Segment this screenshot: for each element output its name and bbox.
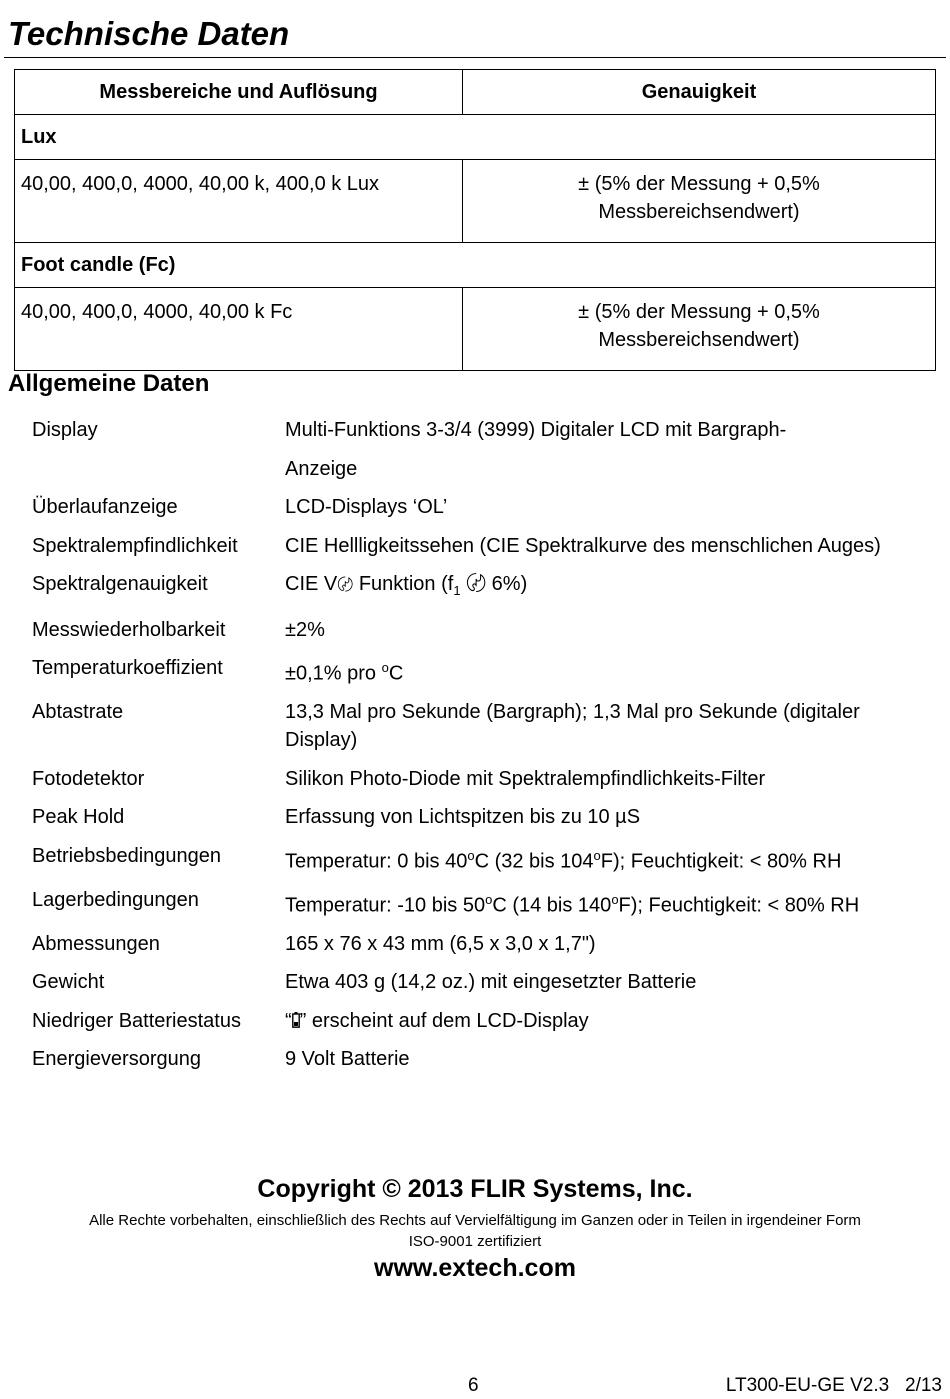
spec-value <box>285 570 922 605</box>
range-cell: 40,00, 400,0, 4000, 40,00 k Fc <box>15 288 463 371</box>
list-item <box>32 968 922 996</box>
title-divider <box>4 57 946 58</box>
spec-value: Silikon Photo-Diode mit Spektralempfindlichkeits-Filter <box>285 767 766 790</box>
spec-label: Überlaufanzeige <box>32 496 178 518</box>
list-item <box>32 886 922 920</box>
superscript: o <box>611 891 619 907</box>
general-specs-list <box>32 416 922 1084</box>
accuracy-line2: Messbereichsendwert) <box>598 201 800 223</box>
spec-label: Peak Hold <box>32 806 125 829</box>
page-title: Technische Daten <box>8 15 290 52</box>
spec-value: 165 x 76 x 43 mm (6,5 x 3,0 x 1,7") <box>285 932 596 955</box>
spec-value-part: F); Feuchtigkeit: < 80% RH <box>618 894 860 917</box>
table-row <box>15 160 936 243</box>
copyright-notice: Copyright © 2013 FLIR Systems, Inc. <box>257 1175 693 1203</box>
section-heading-general: Allgemeine Daten <box>8 370 210 397</box>
spec-value <box>285 1007 922 1035</box>
accuracy-line1: ± (5% der Messung + 0,5% <box>578 301 820 323</box>
spec-value-part: “ <box>285 1009 292 1032</box>
spec-label: Abtastrate <box>32 701 124 724</box>
group-lux: Lux <box>15 115 936 160</box>
spec-value <box>285 654 922 688</box>
accuracy-cell <box>463 160 936 243</box>
list-item <box>32 616 922 644</box>
spec-label: Gewicht <box>32 971 105 994</box>
superscript: o <box>593 847 601 863</box>
spec-value: ±2% <box>285 618 325 641</box>
list-item <box>32 765 922 793</box>
table-row <box>15 288 936 371</box>
spec-value: CIE Hellligkeitssehen (CIE Spektralkurve des menschlichen Auges) <box>285 534 881 557</box>
subscript: 1 <box>453 583 461 598</box>
spec-label: Messwiederholbarkeit <box>32 618 226 641</box>
spec-value-part: F); Feuchtigkeit: < 80% RH <box>600 850 842 873</box>
spec-label: Spektralempfindlichkeit <box>32 534 238 557</box>
spec-table <box>14 69 936 371</box>
range-cell: 40,00, 400,0, 4000, 40,00 k, 400,0 k Lux <box>15 160 463 243</box>
superscript: o <box>381 660 389 675</box>
rights-line1: Alle Rechte vorbehalten, einschließlich des Rechts auf Vervielfältigung im Ganzen oder in Teilen in irgendeiner Form <box>89 1212 861 1229</box>
list-item <box>32 493 922 521</box>
spec-value-part: 〄 6%) <box>460 573 528 595</box>
rights-notice <box>0 1210 950 1252</box>
list-item <box>32 532 922 560</box>
spec-value-part: Temperatur: -10 bis 50 <box>285 894 486 917</box>
list-item <box>32 803 922 831</box>
list-item <box>32 1045 922 1073</box>
spec-value-part: C <box>388 662 404 685</box>
spec-label: Energieversorgung <box>32 1048 201 1071</box>
list-item <box>32 930 922 958</box>
header-accuracy: Genauigkeit <box>463 70 936 115</box>
spec-label: Temperaturkoeffizient <box>32 657 223 679</box>
spec-value: Erfassung von Lichtspitzen bis zu 10 µS <box>285 806 641 829</box>
accuracy-line1: ± (5% der Messung + 0,5% <box>578 173 820 195</box>
spec-label: Lagerbedingungen <box>32 888 199 911</box>
spec-value-part: ” erscheint auf dem LCD-Display <box>299 1009 589 1032</box>
spec-value: Etwa 403 g (14,2 oz.) mit eingesetzter Batterie <box>285 971 697 994</box>
battery-icon <box>292 1012 300 1028</box>
header-range: Messbereiche und Auflösung <box>15 70 463 115</box>
spec-value-part: C (14 bis 140 <box>492 894 612 917</box>
document-id: LT300-EU-GE V2.3 2/13 <box>725 1375 942 1396</box>
website-link[interactable]: www.extech.com <box>374 1254 576 1282</box>
spec-value-line2: Anzeige <box>285 457 358 480</box>
spec-value: LCD-Displays ‘OL’ <box>285 496 448 518</box>
superscript: o <box>485 891 493 907</box>
spec-value-line1: Multi-Funktions 3-3/4 (3999) Digitaler LCD mit Bargraph- <box>285 419 787 441</box>
spec-value-line2: Display) <box>285 729 358 752</box>
spec-label: Spektralgenauigkeit <box>32 573 208 595</box>
table-header-row <box>15 70 936 115</box>
accuracy-cell <box>463 288 936 371</box>
accuracy-line2: Messbereichsendwert) <box>598 329 800 351</box>
list-item <box>32 842 922 876</box>
spec-value-part: Temperatur: 0 bis 40 <box>285 850 468 873</box>
spec-value <box>285 698 922 754</box>
spec-value-part: CIE V <box>285 573 338 595</box>
spec-value-part: ±0,1% pro <box>285 662 382 685</box>
spec-label: Abmessungen <box>32 932 160 955</box>
spec-value <box>285 842 922 876</box>
page-number: 6 <box>468 1375 479 1396</box>
spec-value <box>285 886 922 920</box>
table-group-row <box>15 243 936 288</box>
list-item <box>32 1007 922 1035</box>
list-item <box>32 698 922 754</box>
spec-value <box>285 416 922 483</box>
list-item <box>32 570 922 605</box>
symbol-glyph: 〄 <box>337 577 354 594</box>
spec-label: Betriebsbedingungen <box>32 844 222 867</box>
table-group-row <box>15 115 936 160</box>
spec-label: Niedriger Batteriestatus <box>32 1009 241 1032</box>
group-foot-candle: Foot candle (Fc) <box>15 243 936 288</box>
spec-value-part: C (32 bis 104 <box>474 850 594 873</box>
list-item <box>32 654 922 688</box>
list-item <box>32 416 922 483</box>
spec-value: 9 Volt Batterie <box>285 1048 410 1071</box>
spec-value-line1: 13,3 Mal pro Sekunde (Bargraph); 1,3 Mal pro Sekunde (digitaler <box>285 701 860 724</box>
spec-label: Display <box>32 419 98 441</box>
spec-value-part: Funktion (f <box>353 573 454 595</box>
superscript: o <box>467 847 475 863</box>
spec-label: Fotodetektor <box>32 767 145 790</box>
rights-line2: ISO-9001 zertifiziert <box>408 1233 542 1250</box>
